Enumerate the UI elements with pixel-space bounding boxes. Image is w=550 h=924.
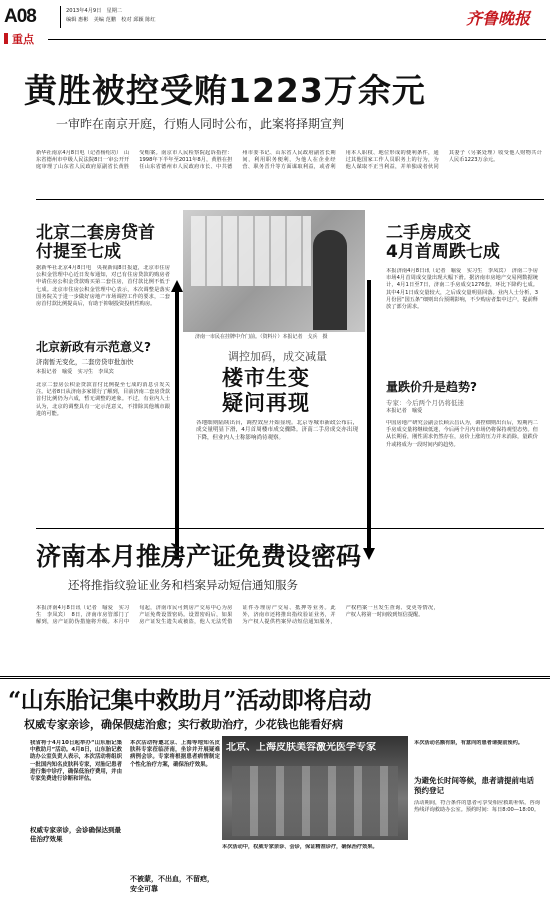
header-divider (60, 6, 61, 28)
section-bar (0, 31, 550, 45)
photo-caption: 济南一市民在挂牌中介门前。（资料片）本报记者 戈兵 摄 (195, 334, 328, 340)
promo-photo-people (232, 766, 398, 836)
left-body-2: 北京二套房公积金贷款首付比例提至七成的消息引发关注。记者8日从济南多家银行了解到，目前济南二套房贷款首付比例仍为六成，暂无调整的迹象。不过，有业内人士认为，北京的调整具有一定示范意义，不排除其他城市跟进的可能。 (36, 382, 170, 417)
promo-right-body: 活动期间，符合条件的患者可享受相应救助补贴。咨询热线详询救助办公室。预约时间：每日8:00—18:00。 (414, 800, 540, 814)
section2-headline: 济南本月推房产证免费设密码 (36, 542, 362, 571)
promo-right-top: 本次活动名额有限，有意向的患者请提前预约。 (414, 740, 523, 746)
promo-headline: “山东胎记集中救助月”活动即将启动 (8, 687, 371, 714)
page-header (0, 0, 550, 46)
promo-mid-text: 本次活动特邀北京、上海等地知名皮肤科专家莅临济南，坐诊并开展疑难病例会诊。专家将根据患者病情制定个性化治疗方案，确保治疗效果。 (130, 740, 220, 768)
editors-line: 编辑 惠彬 美编 范鹏 校对 邱颖 陈红 (66, 17, 156, 23)
center-summary: 各地细则陆续出台，调控效应开始显现。北京等城市新政公布后，成交量明显下滑，4月首周楼市成交骤降。济南二手房成交亦出现下降，但业内人士称影响尚待观察。 (196, 420, 358, 441)
section2-body: 本报济南4月8日讯（记者 喻爱 实习生 李凤宾） 8日，济南市房管部门了解到，房产证防伪措施将升级。本月中旬起，济南市民可到房产交易中心为房产证免费设置密码。设置密码后，如果房产证发生遗失或被盗，他人无法凭借证件办理房产交易、抵押等业务。此外，济南市还将推出指纹验证业务，并为产权人提供档案异动短信通知服务，产权档案一旦发生查询、变更等情况，产权人将第一时间收到短信提醒。 (36, 605, 439, 626)
promo-right-headline: 为避免长时间等候，患者请提前电话预约登记 (414, 776, 534, 795)
right-body: 本报济南4月8日讯（记者 喻爱 实习生 李凤宾） 济南二手房市场4月首周成交量出现大幅下滑。据济南市房地产交易网数据统计，4月1日至7日，济南二手房成交1276套，环比下降约七成。其中4月1日成交量较大，之后成交量明显回落。业内人士分析，3月份因“国五条”细则出台预期影响，不少购房者集中过户，提前释放了部分需求。 (386, 268, 538, 311)
section-rule (48, 39, 546, 40)
up-arrow-icon (171, 280, 183, 560)
promo-callout: 权威专家亲诊，会诊确保达到最佳治疗效果 (30, 826, 121, 843)
right-headline: 二手房成交 4月首周跌七成 (386, 223, 500, 262)
masthead-logo: 齐鲁晚报 (466, 9, 531, 28)
down-arrow-icon (363, 280, 375, 560)
section-label: 重点 (12, 33, 34, 46)
left-subhead-2: 济南暂无变化，二套房贷审批加快 (36, 358, 134, 366)
lead-bottom-rule (36, 199, 544, 200)
promo-subhead: 权威专家亲诊，确保假痣治愈；实行救助治疗，少花钱也能看好病 (24, 718, 343, 731)
section-marker (4, 33, 8, 44)
center-kicker: 调控加码，成交减量 (228, 350, 327, 363)
left-body: 据新华社北京4月8日电 央视新闻8日报道，北京市住房公积金管理中心近日发布通知，对已有住房贷款的购房者申请住房公积金贷款购买第二套住房，首付款比例不低于七成。北京市住房公积金管理中心表示，本次调整是落实国务院关于进一步做好房地产市场调控工作的要求，二套房首付款比例提高后，有助于抑制投资投机性购房。 (36, 265, 170, 308)
right-body-2: 中国房地产研究会副会长顾云昌认为，调控细则出台后，短期内二手房成交量将继续低迷，今后两个月内市场仍将保持观望态势。但从长期看，刚性需求仍然存在，房价上涨的压力并未消除，量跌价升或将成为一段时间内的趋势。 (386, 420, 538, 448)
lead-headline: 黄胜被控受贿1223万余元 (24, 71, 426, 110)
photo-person (313, 230, 347, 330)
left-byline-2: 本报记者 喻爱 实习生 李凤宾 (36, 369, 114, 375)
page-code: A08 (4, 6, 36, 27)
right-subhead-2: 专家：今后两个月仍将低迷 (386, 399, 464, 407)
lead-body: 新华社南京4月8日电（记者杨绍功） 山东省德州市中级人民法院8日一审公开开庭审理了山东省人民政府原副省长黄胜受贿案。南京市人民检察院起诉指控：1998年下半年至2011年8月，黄胜在担任山东省德州市人民政府市长、中共德州市委书记、山东省人民政府副省长期间，利用职务便利，为他人在企业经营、职务晋升等方面谋取利益，或者利用本人职权、地位形成的便利条件，通过其他国家工作人员职务上的行为，为他人谋取不正当利益，并单独或者伙同其妻子（另案处理）收受他人财物共计人民币1223万余元。 (36, 150, 542, 171)
left-headline: 北京二套房贷首付提至七成 (36, 223, 155, 262)
section2-subhead: 还将推指纹验证业务和档案异动短信通知服务 (68, 578, 298, 592)
promo-photo-banner: 北京、上海皮肤美容激光医学专家 (226, 742, 376, 753)
section2-top-rule (36, 528, 544, 529)
photo-board (191, 216, 311, 286)
promo-body: 我省将于4月10日起举办“山东胎记集中救助月”活动。4月8日，山东胎记救助办公室负责人表示，本次活动将组织一批国内知名皮肤科专家，对胎记患者进行集中诊疗，确保低治疗费用，并由专家免费进行诊断和评估。 (30, 740, 122, 783)
promo-mid-bold: 不被蒙，不出血，不留疤，安全可靠 (130, 875, 214, 893)
date-line: 2013年4月9日 星期二 (66, 8, 123, 14)
right-headline-2: 量跌价升是趋势? (386, 380, 477, 394)
promo-photo-caption: 本次活动中，权威专家亲诊、会诊，保证精准诊疗，确保治疗效果。 (222, 844, 378, 850)
lead-subhead: 一审昨在南京开庭，行贿人同时公布，此案将择期宣判 (56, 117, 345, 131)
right-byline-2: 本报记者 喻爱 (386, 408, 423, 414)
center-headline: 楼市生变 疑问再现 (222, 366, 310, 415)
left-headline-2: 北京新政有示范意义? (36, 340, 151, 354)
promo-photo (222, 736, 408, 840)
market-photo (183, 210, 365, 332)
